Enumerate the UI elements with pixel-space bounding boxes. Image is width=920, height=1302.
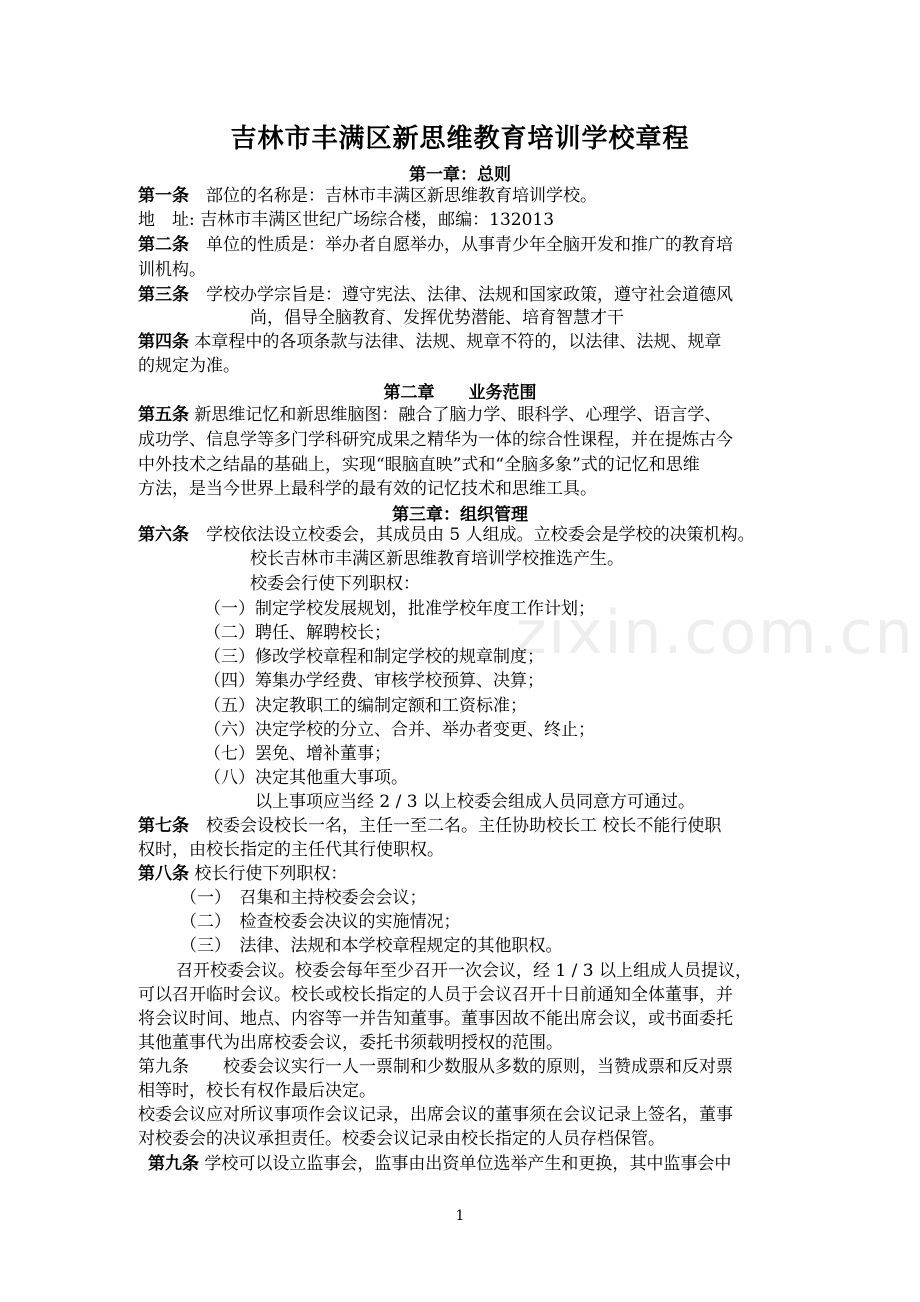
article-1 [138, 184, 597, 208]
article-3-text: 学校办学宗旨是：遵守宪法、法律、法规和国家政策，遵守社会道德风 [206, 285, 733, 305]
article-8-item-2: （二） 检查校委会决议的实施情况； [180, 912, 461, 932]
article-7 [138, 814, 721, 838]
meeting-paragraph-line-4: 其他董事代为出席校委会议，委托书须载明授权的范围。 [138, 1033, 563, 1053]
meeting-paragraph-line-1: 召开校委会议。校委会每年至少召开一次会议，经 1 / 3 以上组成人员提议， [176, 961, 752, 981]
article-6-item-8: （八）决定其他重大事项。 [204, 768, 408, 788]
article-5-label: 第五条 [138, 405, 189, 425]
article-6-item-3: （三）修改学校章程和制定学校的规章制度； [204, 647, 544, 667]
article-6-item-4: （四）筹集办学经费、审核学校预算、决算； [204, 671, 544, 691]
article-9-continued: 相等时，校长有权作最后决定。 [138, 1081, 376, 1101]
article-6-label: 第六条 [138, 525, 189, 545]
article-6-item-6: （六）决定学校的分立、合并、举办者变更、终止； [204, 720, 595, 740]
chapter-3-heading: 第三章：组织管理 [392, 505, 528, 525]
article-8-item-3: （三） 法律、法规和本学校章程规定的其他职权。 [180, 936, 563, 956]
address-line: 地 址: 吉林市丰满区世纪广场综合楼，邮编：132013 [138, 210, 555, 230]
article-1-label: 第一条 [138, 186, 189, 206]
watermark: zixin.com.cn [515, 598, 915, 668]
article-5-text: 新思维记忆和新思维脑图：融合了脑力学、眼科学、心理学、语言学、 [194, 405, 722, 425]
article-7-continued: 权时，由校长指定的主任代其行使职权。 [138, 840, 444, 860]
article-4-text: 本章程中的各项条款与法律、法规、规章不符的，以法律、法规、规章 [194, 332, 722, 352]
article-9-label: 第九条 [138, 1057, 189, 1077]
article-6-item-5: （五）决定教职工的编制定额和工资标准； [204, 696, 527, 716]
article-5-line-3: 中外技术之结晶的基础上，实现“眼脑直映”式和“全脑多象”式的记忆和思维 [138, 455, 700, 475]
article-8-label: 第八条 [138, 864, 189, 884]
article-3-continued: 尚，倡导全脑教育、发挥优势潜能、培育智慧才干 [250, 308, 624, 328]
meeting-paragraph-line-3: 将会议时间、地点、内容等一并告知董事。董事因故不能出席会议，或书面委托 [138, 1009, 733, 1029]
document-title: 吉林市丰满区新思维教育培训学校章程 [230, 124, 690, 154]
article-6-line-2: 校长吉林市丰满区新思维教育培训学校推选产生。 [250, 549, 624, 569]
chapter-1-heading: 第一章：总则 [409, 165, 511, 185]
minutes-paragraph-line-2: 对校委会的决议承担责任。校委会议记录由校长指定的人员存档保管。 [138, 1129, 665, 1149]
article-8 [138, 862, 347, 886]
page-number: 1 [455, 1208, 465, 1224]
article-3 [138, 283, 733, 307]
article-6-item-2: （二）聘任、解聘校长； [204, 623, 391, 643]
minutes-paragraph-line-1: 校委会议应对所议事项作会议记录，出席会议的董事须在会议记录上签名，董事 [138, 1105, 733, 1125]
article-6 [138, 523, 755, 547]
article-6-line-4: 以上事项应当经 2 / 3 以上校委会组成人员同意方可通过。 [255, 792, 695, 812]
article-2-label: 第二条 [138, 235, 189, 255]
article-4-label: 第四条 [138, 332, 189, 352]
article-6-text: 学校依法设立校委会，其成员由 5 人组成。立校委会是学校的决策机构。 [206, 525, 755, 545]
article-4 [138, 330, 721, 354]
article-9 [138, 1055, 733, 1079]
article-8-item-1: （一） 召集和主持校委会会议； [180, 888, 427, 908]
article-3-label: 第三条 [138, 285, 189, 305]
article-7-text: 校委会设校长一名，主任一至二名。主任协助校长工 校长不能行使职 [206, 816, 722, 836]
article-5-line-2: 成功学、信息学等多门学科研究成果之精华为一体的综合性课程，并在提炼古今 [138, 430, 733, 450]
article-5-line-4: 方法，是当今世界上最科学的最有效的记忆技术和思维工具。 [138, 479, 597, 499]
article-9b-label: 第九条 [148, 1154, 199, 1174]
article-9b [148, 1152, 731, 1176]
article-1-text: 部位的名称是：吉林市丰满区新思维教育培训学校。 [206, 186, 597, 206]
article-6-item-1: （一）制定学校发展规划，批准学校年度工作计划； [204, 599, 595, 619]
article-2-text: 单位的性质是：举办者自愿举办，从事青少年全脑开发和推广的教育培 [206, 235, 733, 255]
article-9b-text: 学校可以设立监事会，监事由出资单位选举产生和更换，其中监事会中 [204, 1154, 732, 1174]
meeting-paragraph-line-2: 可以召开临时会议。校长或校长指定的人员于会议召开十日前通知全体董事，并 [138, 985, 733, 1005]
article-2-continued: 训机构。 [138, 260, 206, 280]
article-4-continued: 的规定为准。 [138, 356, 240, 376]
article-6-line-3: 校委会行使下列职权： [250, 574, 420, 594]
article-9-text: 校委会议实行一人一票制和少数服从多数的原则，当赞成票和反对票 [223, 1057, 733, 1077]
article-7-label: 第七条 [138, 816, 189, 836]
article-5 [138, 403, 721, 427]
chapter-2-heading: 第二章 业务范围 [383, 383, 537, 403]
article-6-item-7: （七）罢免、增补董事； [204, 744, 391, 764]
article-2 [138, 233, 733, 257]
article-8-text: 校长行使下列职权： [194, 864, 348, 884]
